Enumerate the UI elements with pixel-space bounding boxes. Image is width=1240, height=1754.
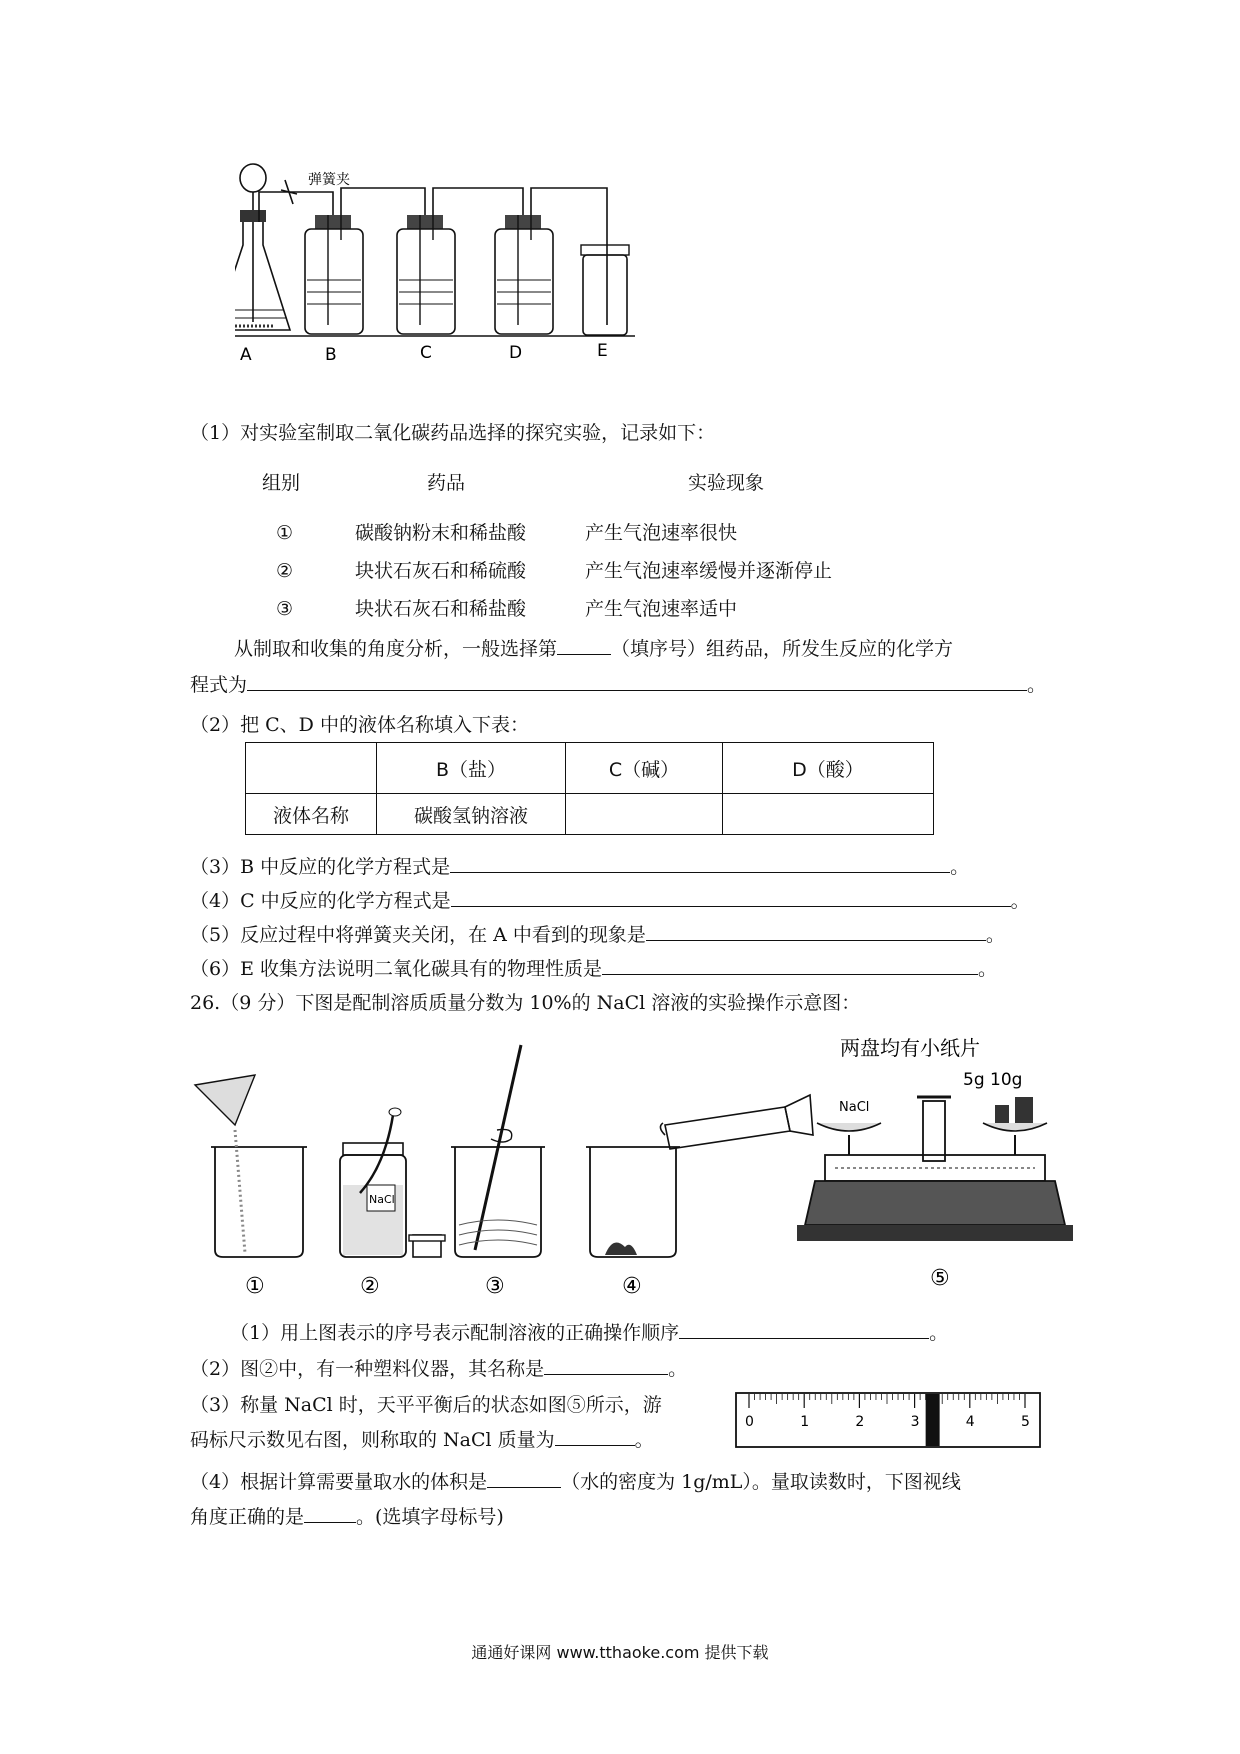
row3-group: ③ (276, 598, 294, 620)
row1-phenomenon: 产生气泡速率很快 (585, 522, 738, 544)
label-B: B (325, 345, 337, 365)
q1-analysis-line1: 从制取和收集的角度分析，一般选择第 （填序号）组药品，所发生反应的化学方 (234, 634, 953, 662)
header-phenomenon: 实验现象 (688, 472, 765, 494)
row3-phenomenon: 产生气泡速率适中 (585, 598, 738, 620)
row3-drug: 块状石灰石和稀盐酸 (355, 598, 527, 620)
fig-label-1: ① (245, 1274, 265, 1299)
ruler-tick-label: 3 (910, 1414, 920, 1430)
label-A: A (240, 345, 252, 365)
fig-label-5: ⑤ (930, 1266, 950, 1291)
fig-label-2: ② (360, 1274, 380, 1299)
q26-sub3-line2: 码标尺示数见右图，则称取的 NaCl 质量为 。 (190, 1425, 654, 1453)
bottle-nacl-label: NaCl (369, 1193, 395, 1206)
ruler-tick-label: 0 (745, 1414, 754, 1430)
rider-scale-ruler (735, 1392, 1041, 1450)
fig-label-3: ③ (485, 1274, 505, 1299)
nacl-solution-procedure-diagram (185, 1035, 1075, 1305)
q26-sub1: （1）用上图表示的序号表示配制溶液的正确操作顺序 。 (230, 1318, 948, 1346)
q1-intro: （1）对实验室制取二氧化碳药品选择的探究实验，记录如下： (190, 422, 716, 444)
fig-label-4: ④ (622, 1274, 642, 1299)
q2-prompt: （2）把 C、D 中的液体名称填入下表： (190, 714, 529, 736)
table-header-D: D（酸） (723, 743, 934, 794)
row1-group: ① (276, 522, 294, 544)
q26-title: 26.（9 分）下图是配制溶质质量分数为 10%的 NaCl 溶液的实验操作示意图： (190, 992, 861, 1014)
spring-clip-label: 弹簧夹 (308, 172, 350, 188)
answer-blank-mass[interactable] (555, 1425, 635, 1446)
label-E: E (597, 341, 608, 361)
answer-blank-q6[interactable] (602, 954, 978, 975)
answer-blank-group[interactable] (557, 634, 611, 655)
answer-blank-plastic[interactable] (544, 1354, 668, 1375)
answer-blank-q3[interactable] (450, 852, 950, 873)
q1-analysis-line2: 程式为 。 (190, 670, 1046, 698)
answer-blank-q5[interactable] (646, 920, 986, 941)
answer-blank-equation[interactable] (247, 670, 1027, 691)
table-header-B: B（盐） (377, 743, 566, 794)
q26-sub4-line2: 角度正确的是 。(选填字母标号) (190, 1502, 504, 1530)
answer-blank-volume[interactable] (487, 1467, 561, 1488)
answer-blank-angle[interactable] (304, 1502, 356, 1523)
answer-blank-q4[interactable] (451, 886, 1011, 907)
q26-sub3-line1: （3）称量 NaCl 时，天平平衡后的状态如图⑤所示，游 (190, 1394, 662, 1416)
liquid-name-table (245, 742, 934, 835)
q26-sub4-line1: （4）根据计算需要量取水的体积是 （水的密度为 1g/mL）。量取读数时，下图视线 (190, 1467, 961, 1495)
ruler-tick-label: 4 (965, 1414, 975, 1430)
answer-blank-order[interactable] (679, 1318, 929, 1339)
ruler-rider (926, 1394, 940, 1446)
co2-apparatus-diagram (235, 150, 715, 410)
balance-note: 两盘均有小纸片 (840, 1036, 980, 1060)
header-drug: 药品 (427, 472, 466, 494)
q26-sub2: （2）图②中，有一种塑料仪器，其名称是 。 (190, 1354, 687, 1382)
row2-group: ② (276, 560, 294, 582)
ruler-tick-label: 1 (800, 1414, 810, 1430)
table-cell-C[interactable] (566, 794, 723, 835)
table-row-label: 液体名称 (246, 794, 377, 835)
q5-line: （5）反应过程中将弹簧夹关闭，在 A 中看到的现象是 。 (190, 920, 1005, 948)
weights-label: 5g 10g (963, 1070, 1023, 1090)
page-footer: 通通好课网 www.tthaoke.com 提供下载 (471, 1643, 769, 1662)
table-cell-D[interactable] (723, 794, 934, 835)
ruler-tick-label: 5 (1021, 1414, 1030, 1430)
ruler-tick-label: 2 (855, 1414, 865, 1430)
q6-line: （6）E 收集方法说明二氧化碳具有的物理性质是 。 (190, 954, 997, 982)
label-C: C (420, 343, 432, 363)
table-header-C: C（碱） (566, 743, 723, 794)
table-header-empty (246, 743, 377, 794)
label-D: D (509, 343, 523, 363)
q4-line: （4）C 中反应的化学方程式是 。 (190, 886, 1030, 914)
table-cell-B: 碳酸氢钠溶液 (377, 794, 566, 835)
row2-drug: 块状石灰石和稀硫酸 (355, 560, 527, 582)
q3-line: （3）B 中反应的化学方程式是 。 (190, 852, 969, 880)
row2-phenomenon: 产生气泡速率缓慢并逐渐停止 (585, 560, 833, 582)
row1-drug: 碳酸钠粉末和稀盐酸 (355, 522, 527, 544)
balance-nacl-label: NaCl (839, 1100, 870, 1115)
header-group: 组别 (262, 472, 301, 494)
